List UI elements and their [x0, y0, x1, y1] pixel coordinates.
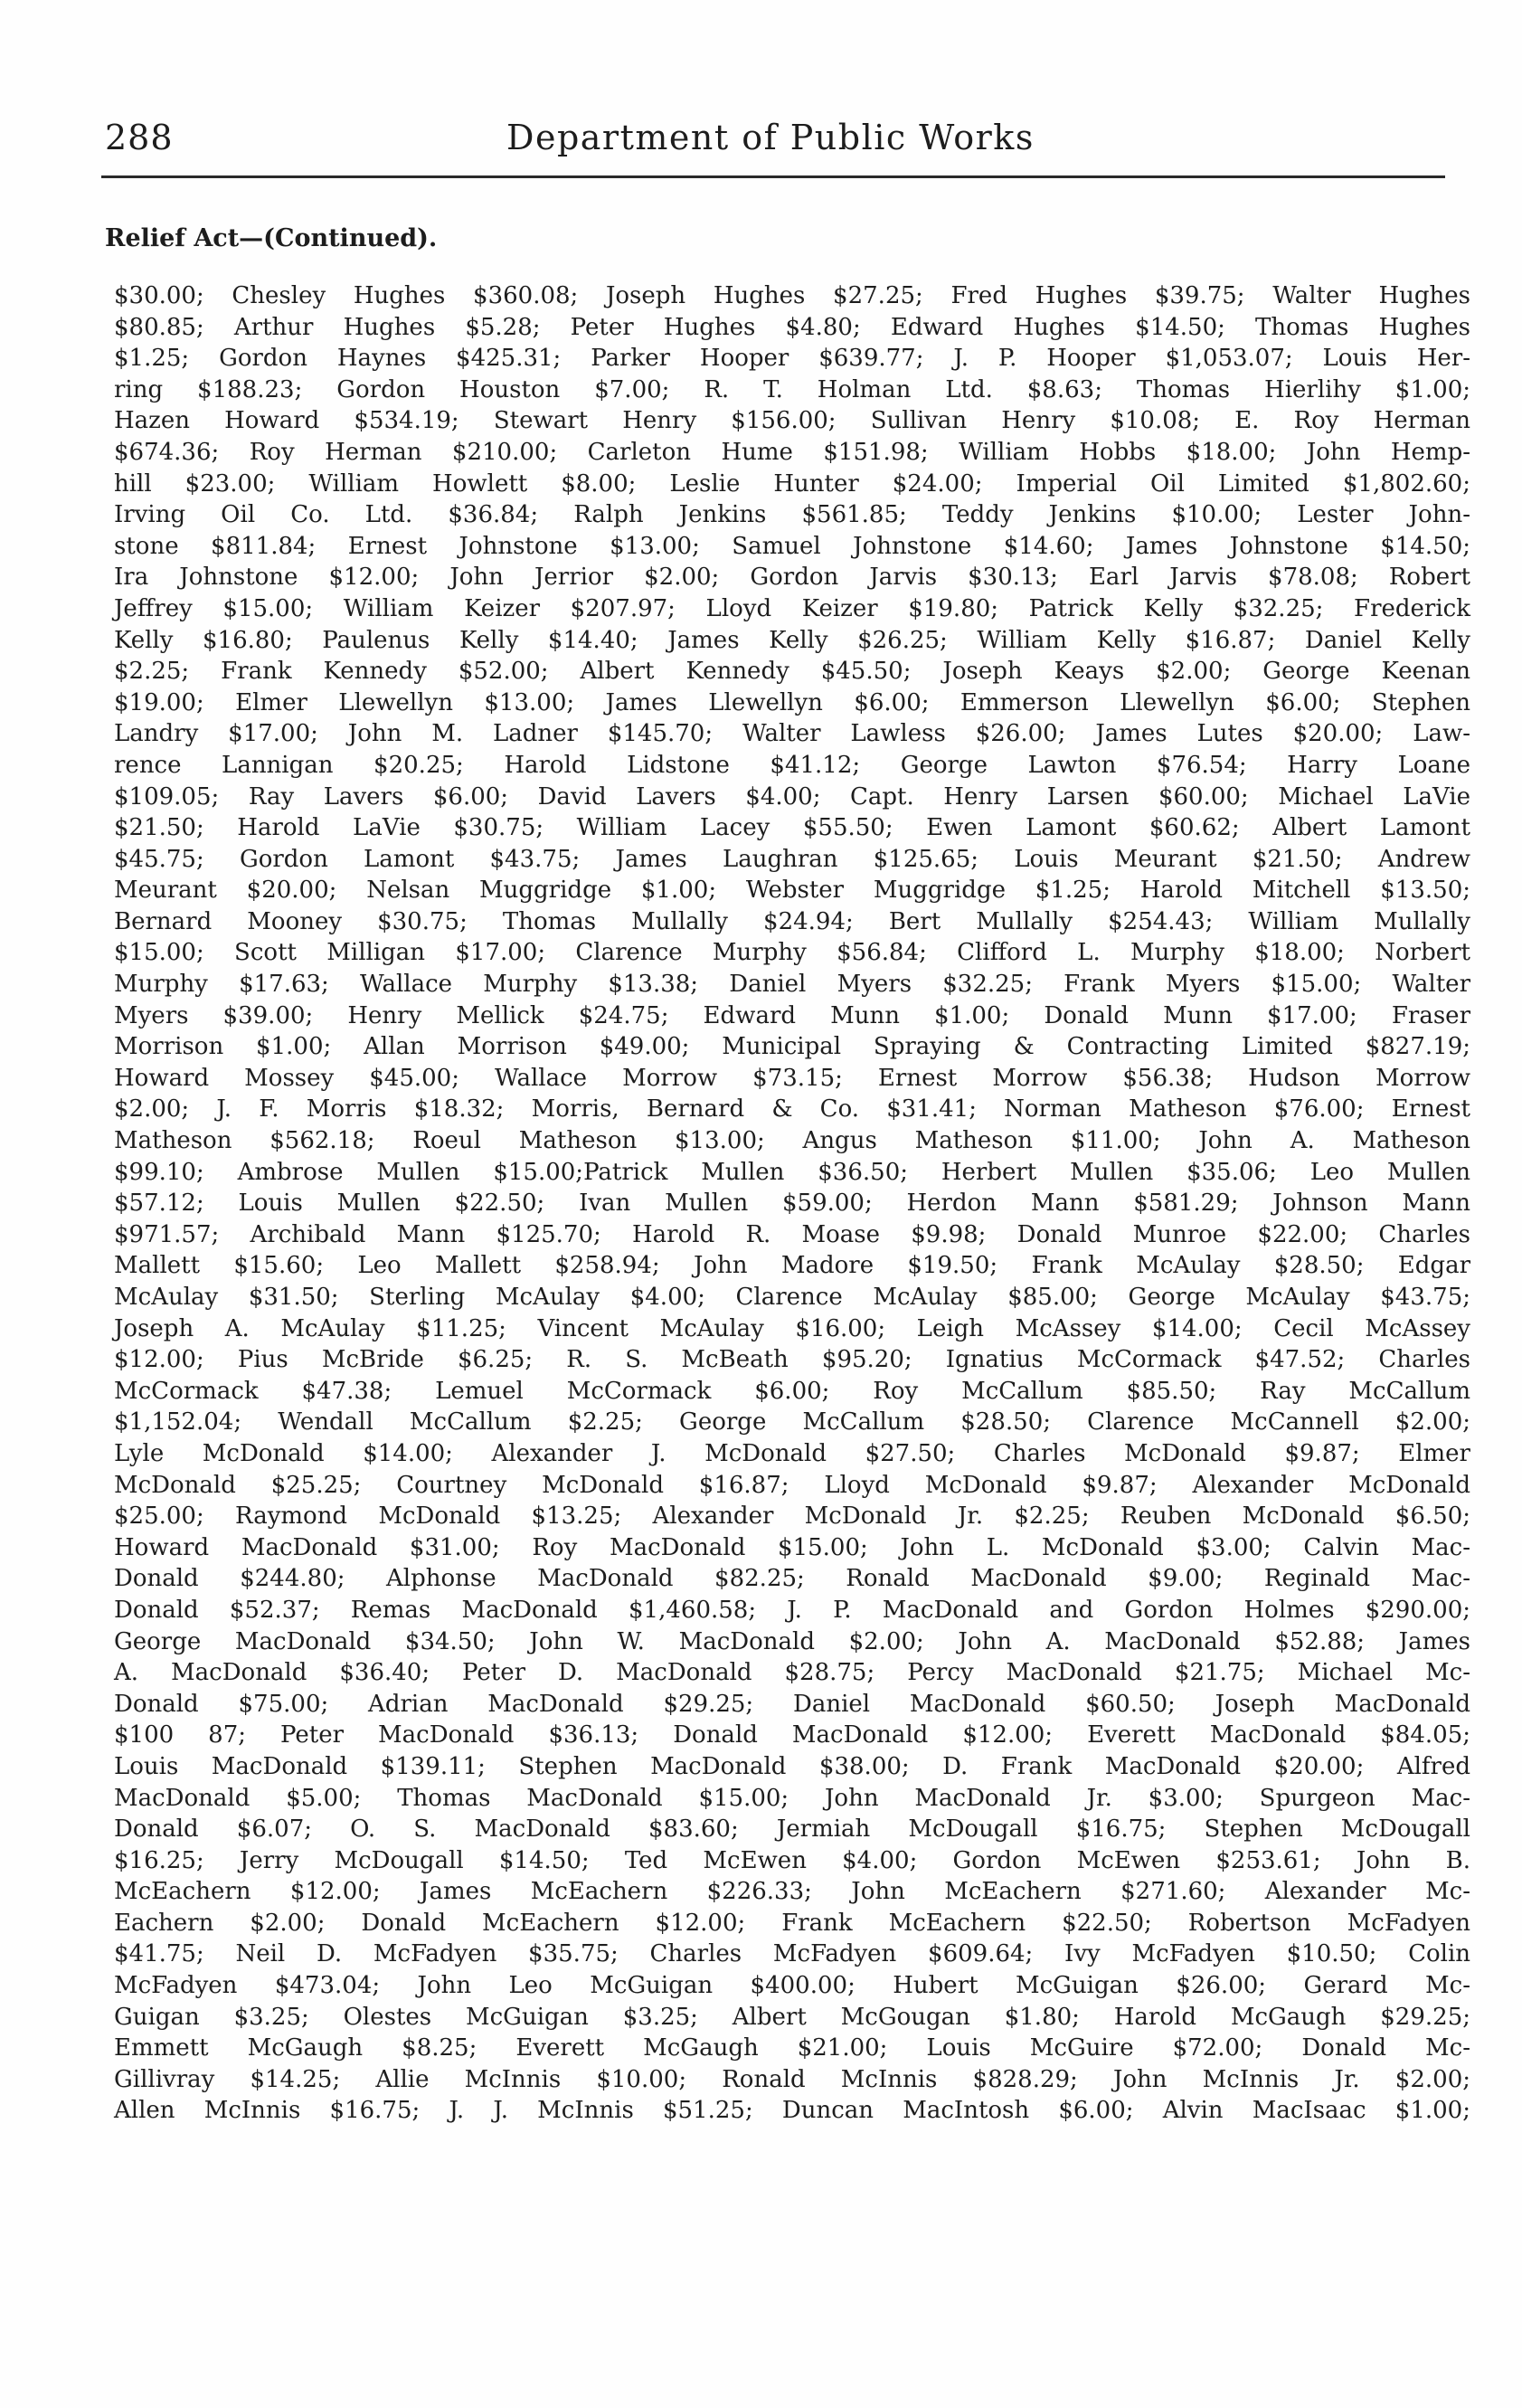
text-line: Louis MacDonald $139.11; Stephen MacDonald $38.00; D. Frank MacDonald $20.00; Alfred	[114, 1752, 1470, 1780]
page-number: 288	[105, 118, 174, 157]
text-line: Mallett $15.60; Leo Mallett $258.94; John Madore $19.50; Frank McAulay $28.50; Edgar	[114, 1252, 1470, 1280]
text-line: Howard Mossey $45.00; Wallace Morrow $73.15; Ernest Morrow $56.38; Hudson Morrow	[114, 1064, 1470, 1092]
text-line: A. MacDonald $36.40; Peter D. MacDonald $28.75; Percy MacDonald $21.75; Michael Mc-	[114, 1659, 1470, 1687]
text-line: ring $188.23; Gordon Houston $7.00; R. T. Holman Ltd. $8.63; Thomas Hierlihy $1.00;	[114, 375, 1470, 403]
header-rule	[101, 175, 1445, 178]
body-text	[114, 280, 1470, 2127]
text-line: McFadyen $473.04; John Leo McGuigan $400.00; Hubert McGuigan $26.00; Gerard Mc-	[114, 1972, 1470, 2000]
text-line: $19.00; Elmer Llewellyn $13.00; James Llewellyn $6.00; Emmerson Llewellyn $6.00; Stephen	[114, 688, 1470, 716]
text-line: Ira Johnstone $12.00; John Jerrior $2.00; Gordon Jarvis $30.13; Earl Jarvis $78.08; Robert	[114, 564, 1470, 592]
text-line: Emmett McGaugh $8.25; Everett McGaugh $21.00; Louis McGuire $72.00; Donald Mc-	[114, 2034, 1470, 2062]
text-line: McCormack $47.38; Lemuel McCormack $6.00; Roy McCallum $85.50; Ray McCallum	[114, 1377, 1470, 1405]
text-line: $99.10; Ambrose Mullen $15.00;Patrick Mullen $36.50; Herbert Mullen $35.06; Leo Mullen	[114, 1158, 1470, 1186]
text-line: $57.12; Louis Mullen $22.50; Ivan Mullen $59.00; Herdon Mann $581.29; Johnson Mann	[114, 1190, 1470, 1218]
text-line: $45.75; Gordon Lamont $43.75; James Laughran $125.65; Louis Meurant $21.50; Andrew	[114, 845, 1470, 873]
text-line: $30.00; Chesley Hughes $360.08; Joseph Hughes $27.25; Fred Hughes $39.75; Walter Hughes	[114, 282, 1470, 309]
text-line: Howard MacDonald $31.00; Roy MacDonald $15.00; John L. McDonald $3.00; Calvin Mac-	[114, 1533, 1470, 1561]
text-line: $80.85; Arthur Hughes $5.28; Peter Hughes $4.80; Edward Hughes $14.50; Thomas Hughes	[114, 313, 1470, 341]
text-line: McDonald $25.25; Courtney McDonald $16.87; Lloyd McDonald $9.87; Alexander McDonald	[114, 1471, 1470, 1499]
text-line: $16.25; Jerry McDougall $14.50; Ted McEwen $4.00; Gordon McEwen $253.61; John B.	[114, 1846, 1470, 1874]
text-line: McAulay $31.50; Sterling McAulay $4.00; Clarence McAulay $85.00; George McAulay $43.75;	[114, 1284, 1470, 1311]
text-line: MacDonald $5.00; Thomas MacDonald $15.00; John MacDonald Jr. $3.00; Spurgeon Mac-	[114, 1784, 1470, 1812]
text-line: Jeffrey $15.00; William Keizer $207.97; Lloyd Keizer $19.80; Patrick Kelly $32.25; Frederick	[114, 594, 1470, 622]
text-line: Murphy $17.63; Wallace Murphy $13.38; Daniel Myers $32.25; Frank Myers $15.00; Walter	[114, 971, 1470, 999]
text-line: Joseph A. McAulay $11.25; Vincent McAulay $16.00; Leigh McAssey $14.00; Cecil McAssey	[114, 1314, 1470, 1342]
text-line: rence Lannigan $20.25; Harold Lidstone $41.12; George Lawton $76.54; Harry Loane	[114, 751, 1470, 779]
text-line: Morrison $1.00; Allan Morrison $49.00; Municipal Spraying & Contracting Limited $827.19;	[114, 1033, 1470, 1061]
text-line: Gillivray $14.25; Allie McInnis $10.00; Ronald McInnis $828.29; John McInnis Jr. $2.00;	[114, 2065, 1470, 2093]
text-line: hill $23.00; William Howlett $8.00; Leslie Hunter $24.00; Imperial Oil Limited $1,802.60;	[114, 469, 1470, 498]
text-line: Hazen Howard $534.19; Stewart Henry $156.00; Sullivan Henry $10.08; E. Roy Herman	[114, 407, 1470, 435]
text-line: $674.36; Roy Herman $210.00; Carleton Hume $151.98; William Hobbs $18.00; John Hemp-	[114, 438, 1470, 466]
running-title: Department of Public Works	[506, 118, 1035, 157]
text-line: Donald $244.80; Alphonse MacDonald $82.25; Ronald MacDonald $9.00; Reginald Mac-	[114, 1565, 1470, 1593]
text-line: $1.25; Gordon Haynes $425.31; Parker Hooper $639.77; J. P. Hooper $1,053.07; Louis Her-	[114, 345, 1470, 373]
text-line: Landry $17.00; John M. Ladner $145.70; Walter Lawless $26.00; James Lutes $20.00; Law-	[114, 720, 1470, 748]
page-header	[105, 118, 1446, 172]
text-line: $109.05; Ray Lavers $6.00; David Lavers $4.00; Capt. Henry Larsen $60.00; Michael LaVie	[114, 782, 1470, 811]
text-line: Allen McInnis $16.75; J. J. McInnis $51.25; Duncan MacIntosh $6.00; Alvin MacIsaac $1.00;	[114, 2097, 1470, 2125]
text-line: $2.25; Frank Kennedy $52.00; Albert Kennedy $45.50; Joseph Keays $2.00; George Keenan	[114, 658, 1470, 686]
text-line: Bernard Mooney $30.75; Thomas Mullally $24.94; Bert Mullally $254.43; William Mullally	[114, 907, 1470, 935]
text-line: $971.57; Archibald Mann $125.70; Harold R. Moase $9.98; Donald Munroe $22.00; Charles	[114, 1220, 1470, 1248]
text-line: stone $811.84; Ernest Johnstone $13.00; Samuel Johnstone $14.60; James Johnstone $14.50;	[114, 532, 1470, 560]
text-line: $21.50; Harold LaVie $30.75; William Lacey $55.50; Ewen Lamont $60.62; Albert Lamont	[114, 814, 1470, 842]
text-line: Donald $6.07; O. S. MacDonald $83.60; Jermiah McDougall $16.75; Stephen McDougall	[114, 1815, 1470, 1844]
text-line: Myers $39.00; Henry Mellick $24.75; Edward Munn $1.00; Donald Munn $17.00; Fraser	[114, 1001, 1470, 1029]
text-line: $12.00; Pius McBride $6.25; R. S. McBeath $95.20; Ignatius McCormack $47.52; Charles	[114, 1346, 1470, 1374]
section-heading: Relief Act—(Continued).	[105, 224, 438, 252]
text-line: George MacDonald $34.50; John W. MacDonald $2.00; John A. MacDonald $52.88; James	[114, 1627, 1470, 1655]
text-line: Donald $75.00; Adrian MacDonald $29.25; Daniel MacDonald $60.50; Joseph MacDonald	[114, 1690, 1470, 1718]
text-line: $25.00; Raymond McDonald $13.25; Alexander McDonald Jr. $2.25; Reuben McDonald $6.50;	[114, 1503, 1470, 1531]
text-line: $15.00; Scott Milligan $17.00; Clarence Murphy $56.84; Clifford L. Murphy $18.00; Norbert	[114, 939, 1470, 967]
text-line: Guigan $3.25; Olestes McGuigan $3.25; Albert McGougan $1.80; Harold McGaugh $29.25;	[114, 2003, 1470, 2031]
text-line: $100 87; Peter MacDonald $36.13; Donald MacDonald $12.00; Everett MacDonald $84.05;	[114, 1721, 1470, 1749]
text-line: $1,152.04; Wendall McCallum $2.25; George McCallum $28.50; Clarence McCannell $2.00;	[114, 1408, 1470, 1436]
text-line: Kelly $16.80; Paulenus Kelly $14.40; James Kelly $26.25; William Kelly $16.87; Daniel Kelly	[114, 626, 1470, 654]
text-line: Lyle McDonald $14.00; Alexander J. McDonald $27.50; Charles McDonald $9.87; Elmer	[114, 1439, 1470, 1467]
text-line: Meurant $20.00; Nelsan Muggridge $1.00; Webster Muggridge $1.25; Harold Mitchell $13.50;	[114, 877, 1470, 905]
text-line: Donald $52.37; Remas MacDonald $1,460.58; J. P. MacDonald and Gordon Holmes $290.00;	[114, 1596, 1470, 1624]
text-line: McEachern $12.00; James McEachern $226.33; John McEachern $271.60; Alexander Mc-	[114, 1878, 1470, 1906]
text-line: Eachern $2.00; Donald McEachern $12.00; Frank McEachern $22.50; Robertson McFadyen	[114, 1909, 1470, 1937]
text-line: Matheson $562.18; Roeul Matheson $13.00; Angus Matheson $11.00; John A. Matheson	[114, 1127, 1470, 1155]
text-line: $2.00; J. F. Morris $18.32; Morris, Bernard & Co. $31.41; Norman Matheson $76.00; Ernest	[114, 1095, 1470, 1123]
text-line: $41.75; Neil D. McFadyen $35.75; Charles McFadyen $609.64; Ivy McFadyen $10.50; Colin	[114, 1940, 1470, 1968]
text-line: Irving Oil Co. Ltd. $36.84; Ralph Jenkins $561.85; Teddy Jenkins $10.00; Lester John-	[114, 501, 1470, 529]
